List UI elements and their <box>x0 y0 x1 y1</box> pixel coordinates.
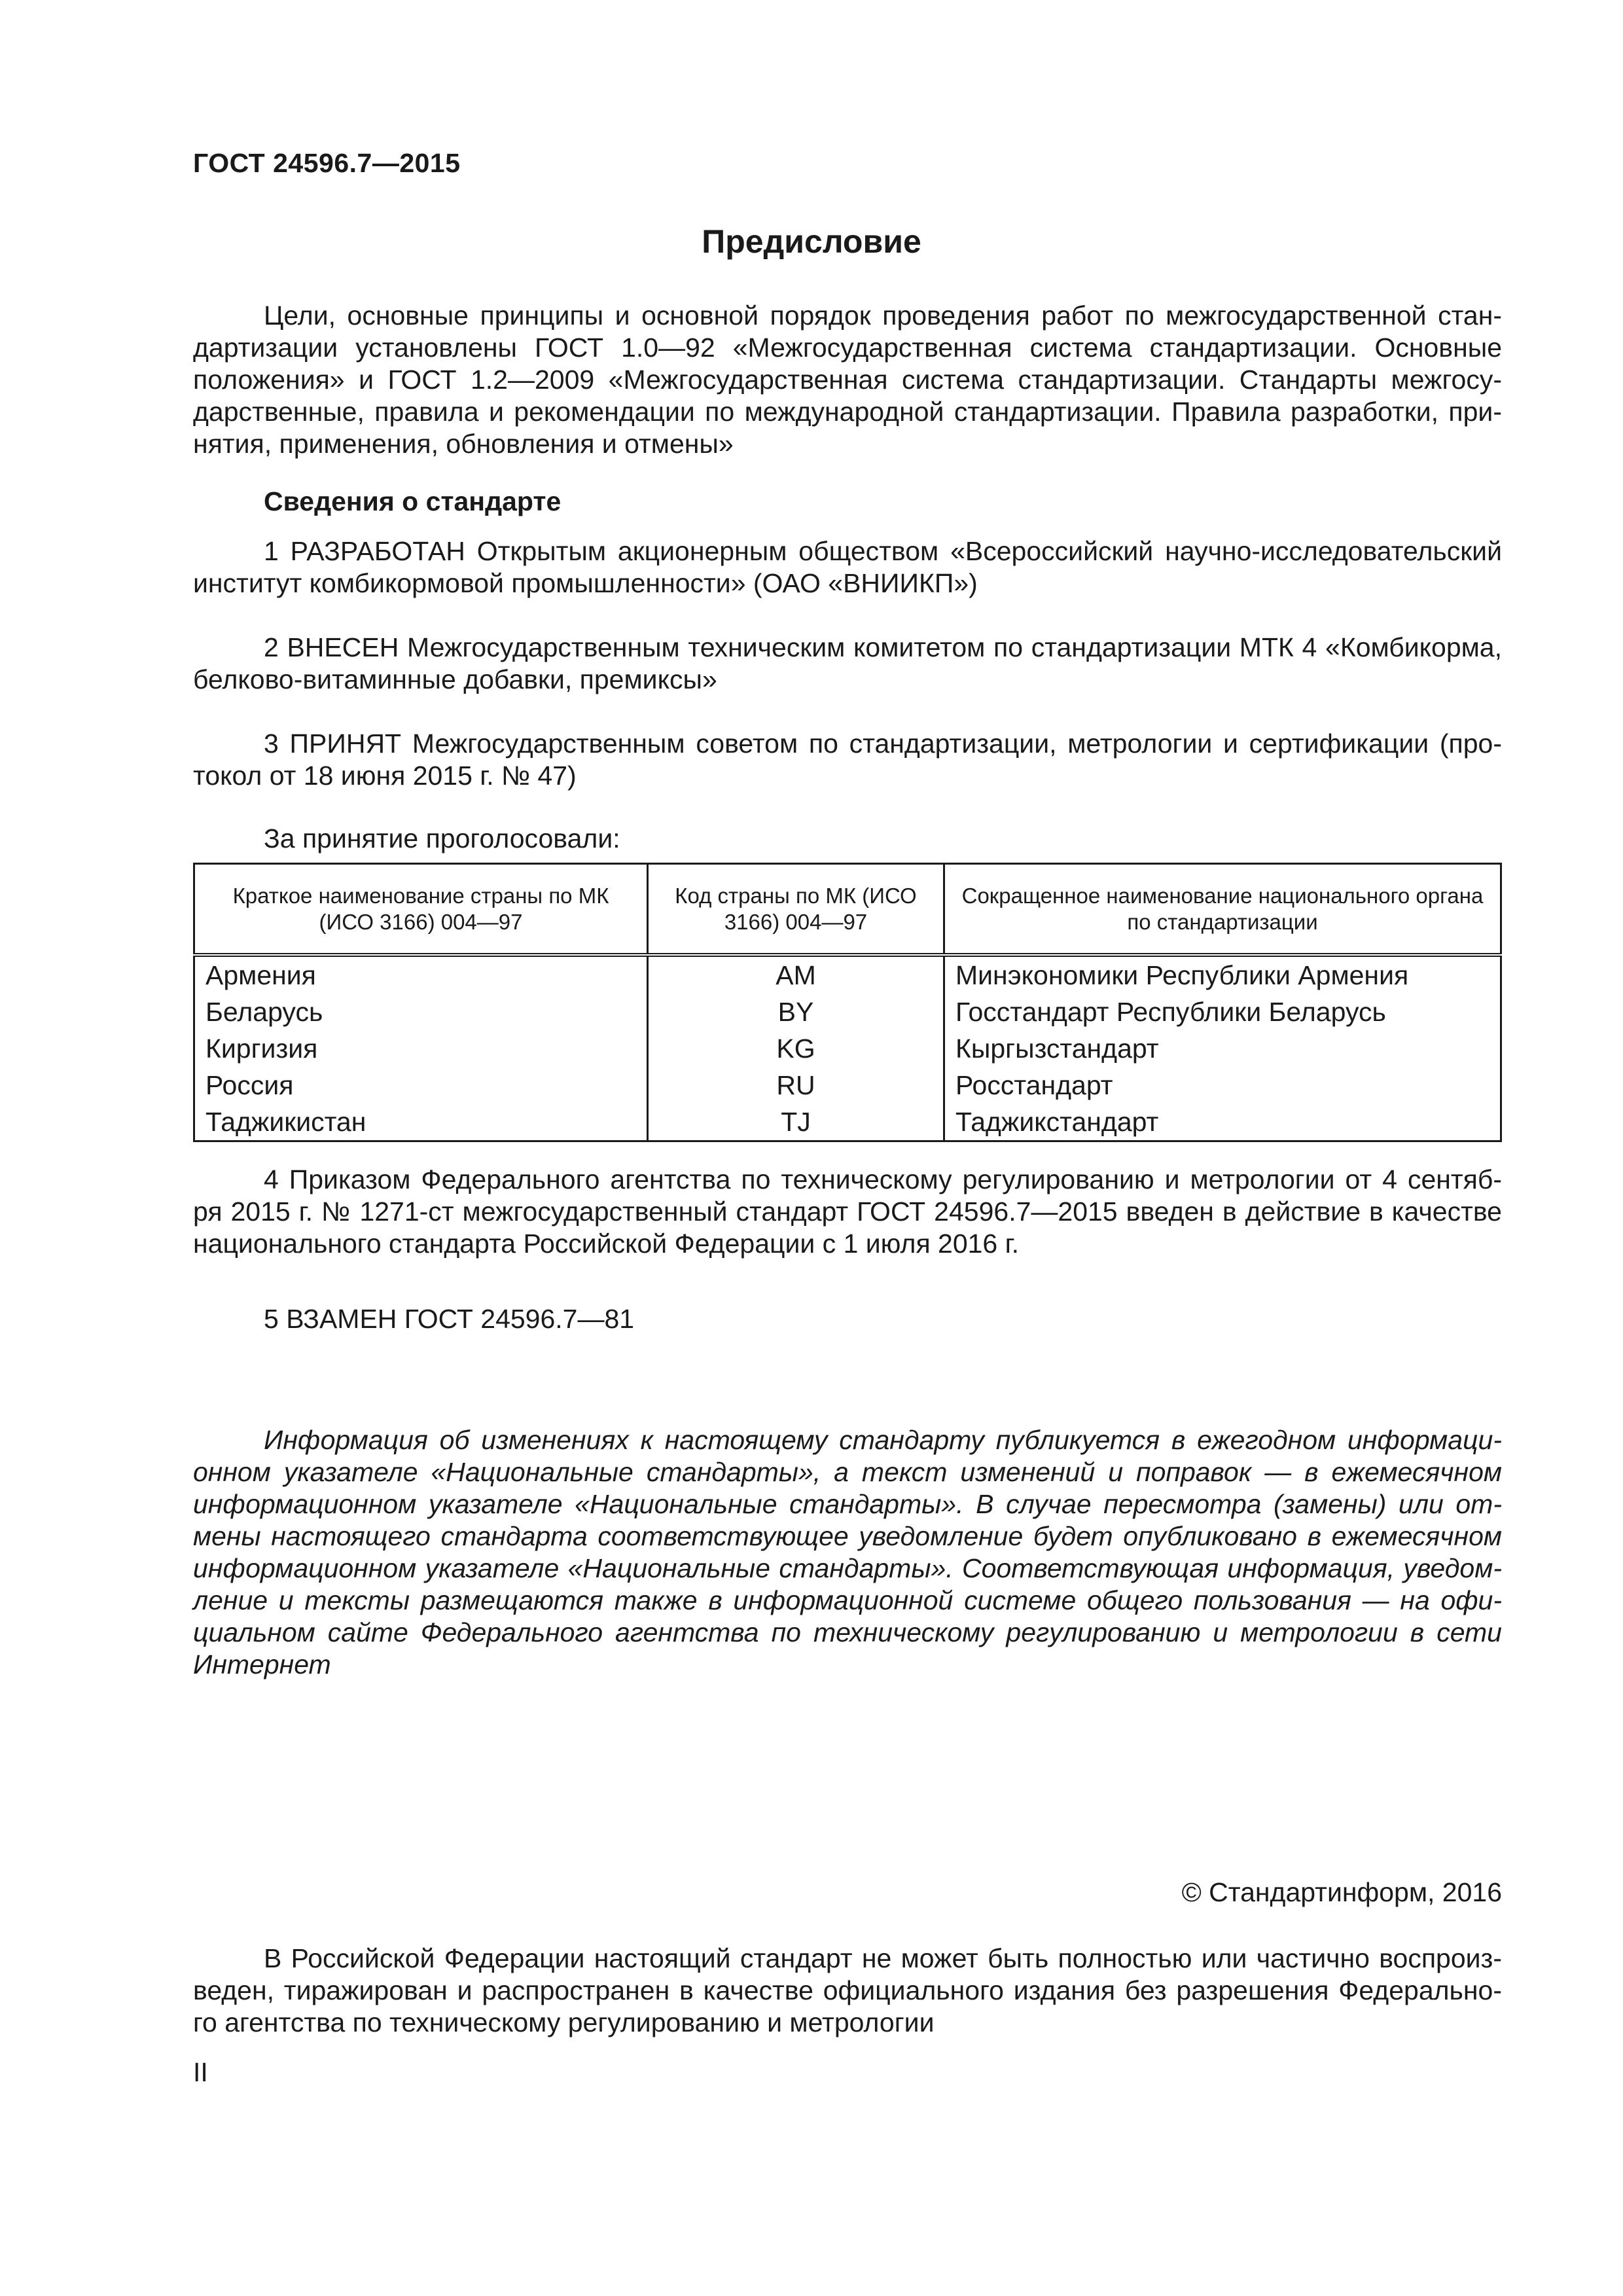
text-line: дартизации установлены ГОСТ 1.0—92 «Межгосударственная система стандартизации. Основные <box>193 332 1502 363</box>
table-row <box>194 955 1501 994</box>
text-line: онном указателе «Национальные стандарты», а текст изменений и поправок — в ежемесячном <box>193 1457 1502 1487</box>
country-cell: Беларусь <box>194 994 648 1030</box>
text-line: ря 2015 г. № 1271-ст межгосударственный стандарт ГОСТ 24596.7—2015 введен в действие в качестве <box>193 1196 1502 1227</box>
country-cell: Россия <box>194 1067 648 1103</box>
text-line: информационном указателе «Национальные стандарты». В случае пересмотра (замены) или от- <box>193 1489 1502 1519</box>
code-cell: KG <box>648 1030 944 1067</box>
text-line: ление и тексты размещаются также в информационной системе общего пользования — на офи- <box>193 1585 1502 1615</box>
text-line: циальном сайте Федерального агентства по техническому регулированию и метрологии в сети <box>193 1617 1502 1647</box>
text-line: Информация об изменениях к настоящему стандарту публикуется в ежегодном информаци- <box>264 1425 1502 1455</box>
body-cell: Таджикстандарт <box>944 1103 1501 1141</box>
column-header-code: Код страны по МК (ИСО 3166) 004—97 <box>648 864 944 956</box>
body-cell: Кыргызстандарт <box>944 1030 1501 1067</box>
code-cell: TJ <box>648 1103 944 1141</box>
text-line: положения» и ГОСТ 1.2—2009 «Межгосударственная система стандартизации. Стандарты межгосу- <box>193 365 1502 395</box>
copyright-notice: © Стандартинформ, 2016 <box>1181 1877 1502 1907</box>
text-line: 5 ВЗАМЕН ГОСТ 24596.7—81 <box>264 1304 635 1334</box>
standard-code-header: ГОСТ 24596.7—2015 <box>193 148 461 178</box>
country-cell: Армения <box>194 955 648 994</box>
text-line: Интернет <box>193 1649 331 1679</box>
code-cell: RU <box>648 1067 944 1103</box>
text-line: институт комбикормовой промышленности» (ОАО «ВНИИКП») <box>193 568 978 598</box>
table-row <box>194 1067 1501 1103</box>
body-cell: Росстандарт <box>944 1067 1501 1103</box>
text-line: мены настоящего стандарта соответствующее уведомление будет опубликовано в ежемесячном <box>193 1521 1502 1551</box>
voting-table <box>193 863 1502 1142</box>
info-item-5 <box>193 1303 1502 1335</box>
info-item-4 <box>193 1164 1502 1260</box>
info-item-1 <box>193 535 1502 600</box>
text-line: дарственные, правила и рекомендации по международной стандартизации. Правила разработки, при- <box>193 397 1502 427</box>
table-row <box>194 994 1501 1030</box>
country-cell: Киргизия <box>194 1030 648 1067</box>
text-line: национального стандарта Российской Федерации с 1 июля 2016 г. <box>193 1229 1019 1259</box>
text-line: 3 ПРИНЯТ Межгосударственным советом по стандартизации, метрологии и сертификации (про- <box>264 728 1502 759</box>
column-header-country: Краткое наименование страны по МК (ИСО 3166) 004—97 <box>194 864 648 956</box>
amendments-info-paragraph <box>193 1424 1502 1681</box>
table-header-row <box>194 864 1501 956</box>
text-line: нятия, применения, обновления и отмены» <box>193 429 734 459</box>
reproduction-notice <box>193 1943 1502 2039</box>
table-row <box>194 1030 1501 1067</box>
body-cell: Минэкономики Республики Армения <box>944 955 1501 994</box>
section-subheading: Сведения о стандарте <box>264 486 562 516</box>
text-line: В Российской Федерации настоящий стандарт не может быть полностью или частично воспроиз- <box>264 1943 1502 1973</box>
text-line: 1 РАЗРАБОТАН Открытым акционерным обществом «Всероссийский научно-исследовательский <box>264 536 1502 566</box>
info-item-3 <box>193 728 1502 792</box>
intro-paragraph <box>193 300 1502 460</box>
text-line: го агентства по техническому регулированию и метрологии <box>193 2007 935 2037</box>
info-item-2 <box>193 632 1502 696</box>
table-row <box>194 1103 1501 1141</box>
vote-label: За принятие проголосовали: <box>264 823 620 853</box>
page-number: II <box>193 2057 208 2087</box>
text-line: информационном указателе «Национальные стандарты». Соответствующая информация, уведом- <box>193 1553 1502 1583</box>
text-line: токол от 18 июня 2015 г. № 47) <box>193 761 577 791</box>
page-title: Предисловие <box>702 223 921 260</box>
text-line: 2 ВНЕСЕН Межгосударственным техническим комитетом по стандартизации МТК 4 «Комбикорма, <box>264 632 1502 662</box>
country-cell: Таджикистан <box>194 1103 648 1141</box>
code-cell: BY <box>648 994 944 1030</box>
column-header-body: Сокращенное наименование национального органа по стандартизации <box>944 864 1501 956</box>
text-line: белково-витаминные добавки, премиксы» <box>193 664 717 694</box>
text-line: 4 Приказом Федерального агентства по техническому регулированию и метрологии от 4 сентяб- <box>264 1164 1502 1194</box>
text-line: Цели, основные принципы и основной порядок проведения работ по межгосударственной стан- <box>264 300 1502 331</box>
text-line: веден, тиражирован и распространен в качестве официального издания без разрешения Федерально- <box>193 1975 1502 2005</box>
body-cell: Госстандарт Республики Беларусь <box>944 994 1501 1030</box>
code-cell: AM <box>648 955 944 994</box>
